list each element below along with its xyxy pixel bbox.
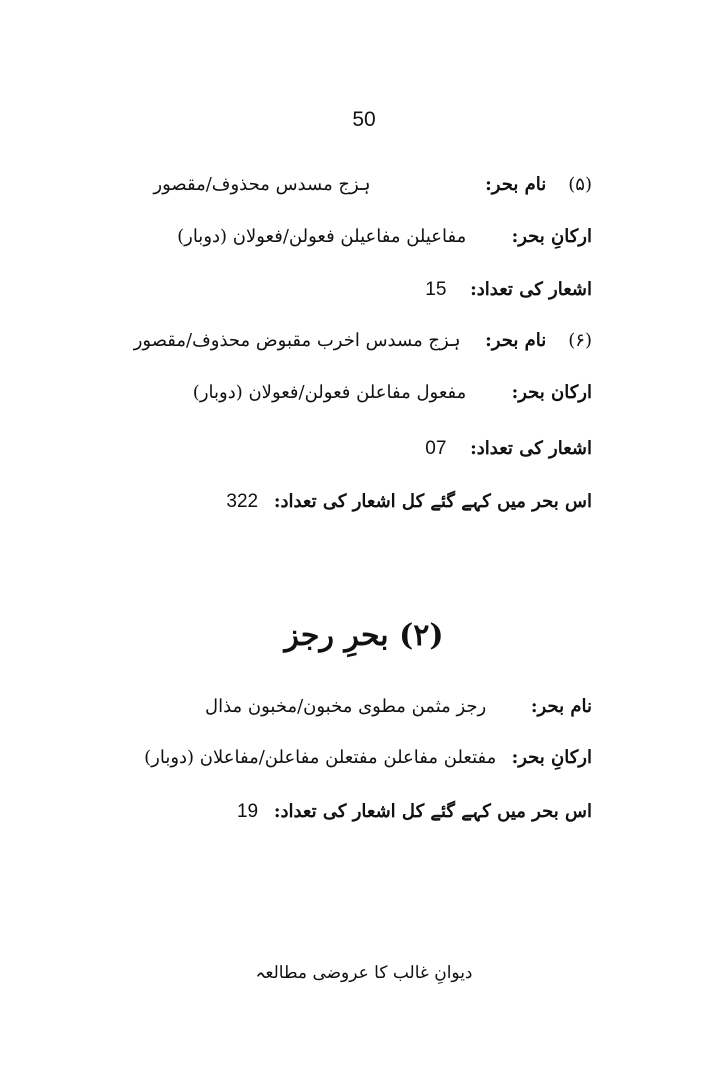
rajaz-arkan-row bbox=[112, 741, 592, 775]
section5-count-value: 15 bbox=[425, 279, 447, 300]
rajaz-total-value: 19 bbox=[236, 801, 259, 822]
section6-count-value: 07 bbox=[425, 438, 447, 459]
section6-name-value: ہزج مسدس اخرب مقبوض محذوف/مقصور bbox=[133, 330, 461, 351]
section6-arkan-row bbox=[132, 376, 592, 410]
total1-row bbox=[132, 485, 592, 519]
rajaz-arkan-value: مفتعلن مفاعلن مفتعلن مفاعلن/مفاعلان (دوبار) bbox=[144, 747, 497, 768]
book-title-footer: دیوانِ غالب کا عروضی مطالعہ bbox=[255, 963, 473, 983]
rajaz-heading: (۲) بحرِ رجز bbox=[284, 618, 444, 653]
section6-index: (۶) bbox=[568, 330, 592, 351]
section6-count-row bbox=[132, 432, 592, 466]
rajaz-total-row bbox=[132, 795, 592, 829]
section5-name-label: نام بحر: bbox=[485, 174, 547, 195]
section5-arkan-label: ارکانِ بحر: bbox=[511, 226, 592, 247]
rajaz-name-label: نام بحر: bbox=[530, 696, 592, 717]
rajaz-total-label: اس بحر میں کہے گئے کل اشعار کی تعداد: bbox=[273, 801, 592, 822]
section5-count-label: اشعار کی تعداد: bbox=[470, 279, 592, 300]
section5-index: (۵) bbox=[568, 174, 592, 195]
section6-arkan-value: مفعول مفاعلن فعولن/فعولان (دوبار) bbox=[192, 382, 467, 403]
total1-label: اس بحر میں کہے گئے کل اشعار کی تعداد: bbox=[273, 491, 592, 512]
section5-arkan-value: مفاعیلن مفاعیلن فعولن/فعولان (دوبار) bbox=[177, 226, 467, 247]
section5-count-row bbox=[132, 273, 592, 307]
section6-name-row bbox=[132, 324, 592, 358]
rajaz-name-value: رجز مثمن مطوی مخبون/مخبون مذال bbox=[204, 696, 487, 717]
rajaz-arkan-label: ارکانِ بحر: bbox=[511, 747, 592, 768]
section5-arkan-row bbox=[132, 220, 592, 254]
rajaz-name-row bbox=[132, 690, 592, 724]
total1-value: 322 bbox=[226, 491, 259, 512]
section5-name-value: ہزج مسدس محذوف/مقصور bbox=[153, 174, 371, 195]
section6-name-label: نام بحر: bbox=[485, 330, 547, 351]
section5-name-row bbox=[132, 168, 592, 202]
page-number: 50 bbox=[352, 108, 376, 131]
section6-arkan-label: ارکان بحر: bbox=[511, 382, 592, 403]
section6-count-label: اشعار کی تعداد: bbox=[470, 438, 592, 459]
